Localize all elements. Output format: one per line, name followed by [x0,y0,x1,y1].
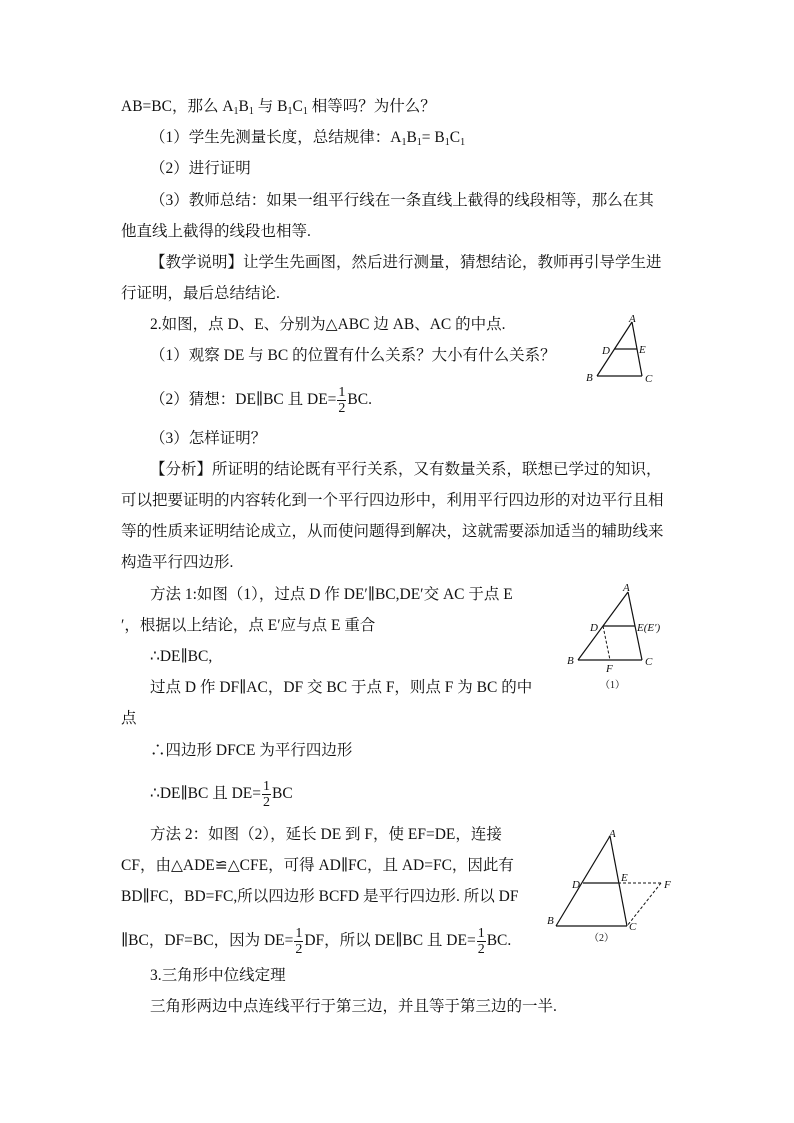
svg-text:F: F [664,879,671,891]
p1-line-1: AB=BC，那么 $A_1B_1$ 与 $B_1C_1$ 相等吗？为什么？ [121,98,436,117]
fraction-half: $\frac{1}{2}$ [263,779,271,810]
svg-text:D: D [572,879,580,891]
svg-text:E: E [621,872,628,884]
svg-text:C: C [629,921,637,933]
m2-line-3: BD∥FC，BD=FC,所以四边形 BCFD 是平行四边形. 所以 DF [121,888,519,905]
svg-text:C: C [645,656,653,668]
triangle-figure-midpoints [580,312,660,393]
analysis-line-4: 构造平行四边形. [121,554,234,571]
m2-line-2: CF，由△ADE≌△CFE，可得 AD∥FC，且 AD=FC，因此有 [121,857,514,874]
m2-line-4: ∥BC，DF=BC，因为 DE= $\frac{1}{2}$ DF，所以 DE∥BC 且 DE= $\frac{1}{2}$ BC. [121,926,512,957]
m1-line-6: ∴四边形 DFCE 为平行四边形 [150,742,353,759]
theorem-title: 3.三角形中位线定理 [150,967,286,984]
fraction-half: $\frac{1}{2}$ [338,385,346,416]
svg-text:F: F [606,663,613,675]
m1-line-1: 方法 1:如图（1），过点 D 作 DE′∥BC,DE′交 AC 于点 E [150,586,513,603]
svg-text:B: B [547,915,554,927]
q2-sub-1: （1）观察 DE 与 BC 的位置有什么关系？大小有什么关系？ [150,347,556,364]
analysis-line-3: 等的性质来证明结论成立，从而使问题得到解决，这就需要添加适当的辅助线来 [121,523,664,540]
m1-line-4: 过点 D 作 DF∥AC，DF 交 BC 于点 F，则点 F 为 BC 的中 [150,679,533,696]
svg-text:A: A [623,582,630,594]
svg-text:D: D [590,622,598,634]
svg-text:A: A [609,828,616,840]
svg-text:A: A [629,313,636,325]
svg-text:E: E [639,344,646,356]
svg-text:B: B [586,372,593,384]
m2-line-1: 方法 2：如图（2），延长 DE 到 F，使 EF=DE，连接 [150,826,502,843]
svg-text:E(E′): E(E′) [637,622,661,634]
m1-line-7: ∴DE∥BC 且 DE= $\frac{1}{2}$ BC [150,779,293,810]
svg-text:D: D [602,345,610,357]
m1-line-2: ′，根据以上结论，点 E′应与点 E 重合 [121,617,376,634]
svg-text:（1）: （1） [600,680,625,691]
fraction-half: $\frac{1}{2}$ [295,926,303,957]
svg-text:B: B [567,655,574,667]
note-line-1: 【教学说明】让学生先画图，然后进行测量，猜想结论，教师再引导学生进 [150,254,662,271]
analysis-line-1: 【分析】所证明的结论既有平行关系，又有数量关系，联想已学过的知识， [150,461,662,478]
theorem-text: 三角形两边中点连线平行于第三边，并且等于第三边的一半. [150,998,557,1015]
triangle-figure-1 [562,580,702,697]
svg-text:（2）: （2） [589,933,614,944]
p1-line-5: 他直线上截得的线段也相等. [121,223,311,240]
m1-line-5: 点 [121,710,137,727]
q2-title: 2.如图，点 D、E、分别为△ABC 边 AB、AC 的中点. [150,316,506,333]
p1-line-4: （3）教师总结：如果一组平行线在一条直线上截得的线段相等，那么在其 [150,192,654,209]
p1-line-3: （2）进行证明 [150,160,251,177]
triangle-figure-2 [543,826,683,953]
q2-sub-3: （3）怎样证明？ [150,430,267,447]
q2-sub-2: （2）猜想：DE∥BC 且 DE= $\frac{1}{2}$ BC. [150,385,372,416]
p1-line-2: （1）学生先测量长度，总结规律：$A_1B_1= B_1C_1$ [150,129,466,148]
analysis-line-2: 可以把要证明的内容转化到一个平行四边形中，利用平行四边形的对边平行且相 [121,492,664,509]
fraction-half: $\frac{1}{2}$ [477,926,485,957]
m1-line-3: ∴DE∥BC, [150,648,213,665]
note-line-2: 行证明，最后总结结论. [121,285,280,302]
svg-text:C: C [645,373,653,385]
